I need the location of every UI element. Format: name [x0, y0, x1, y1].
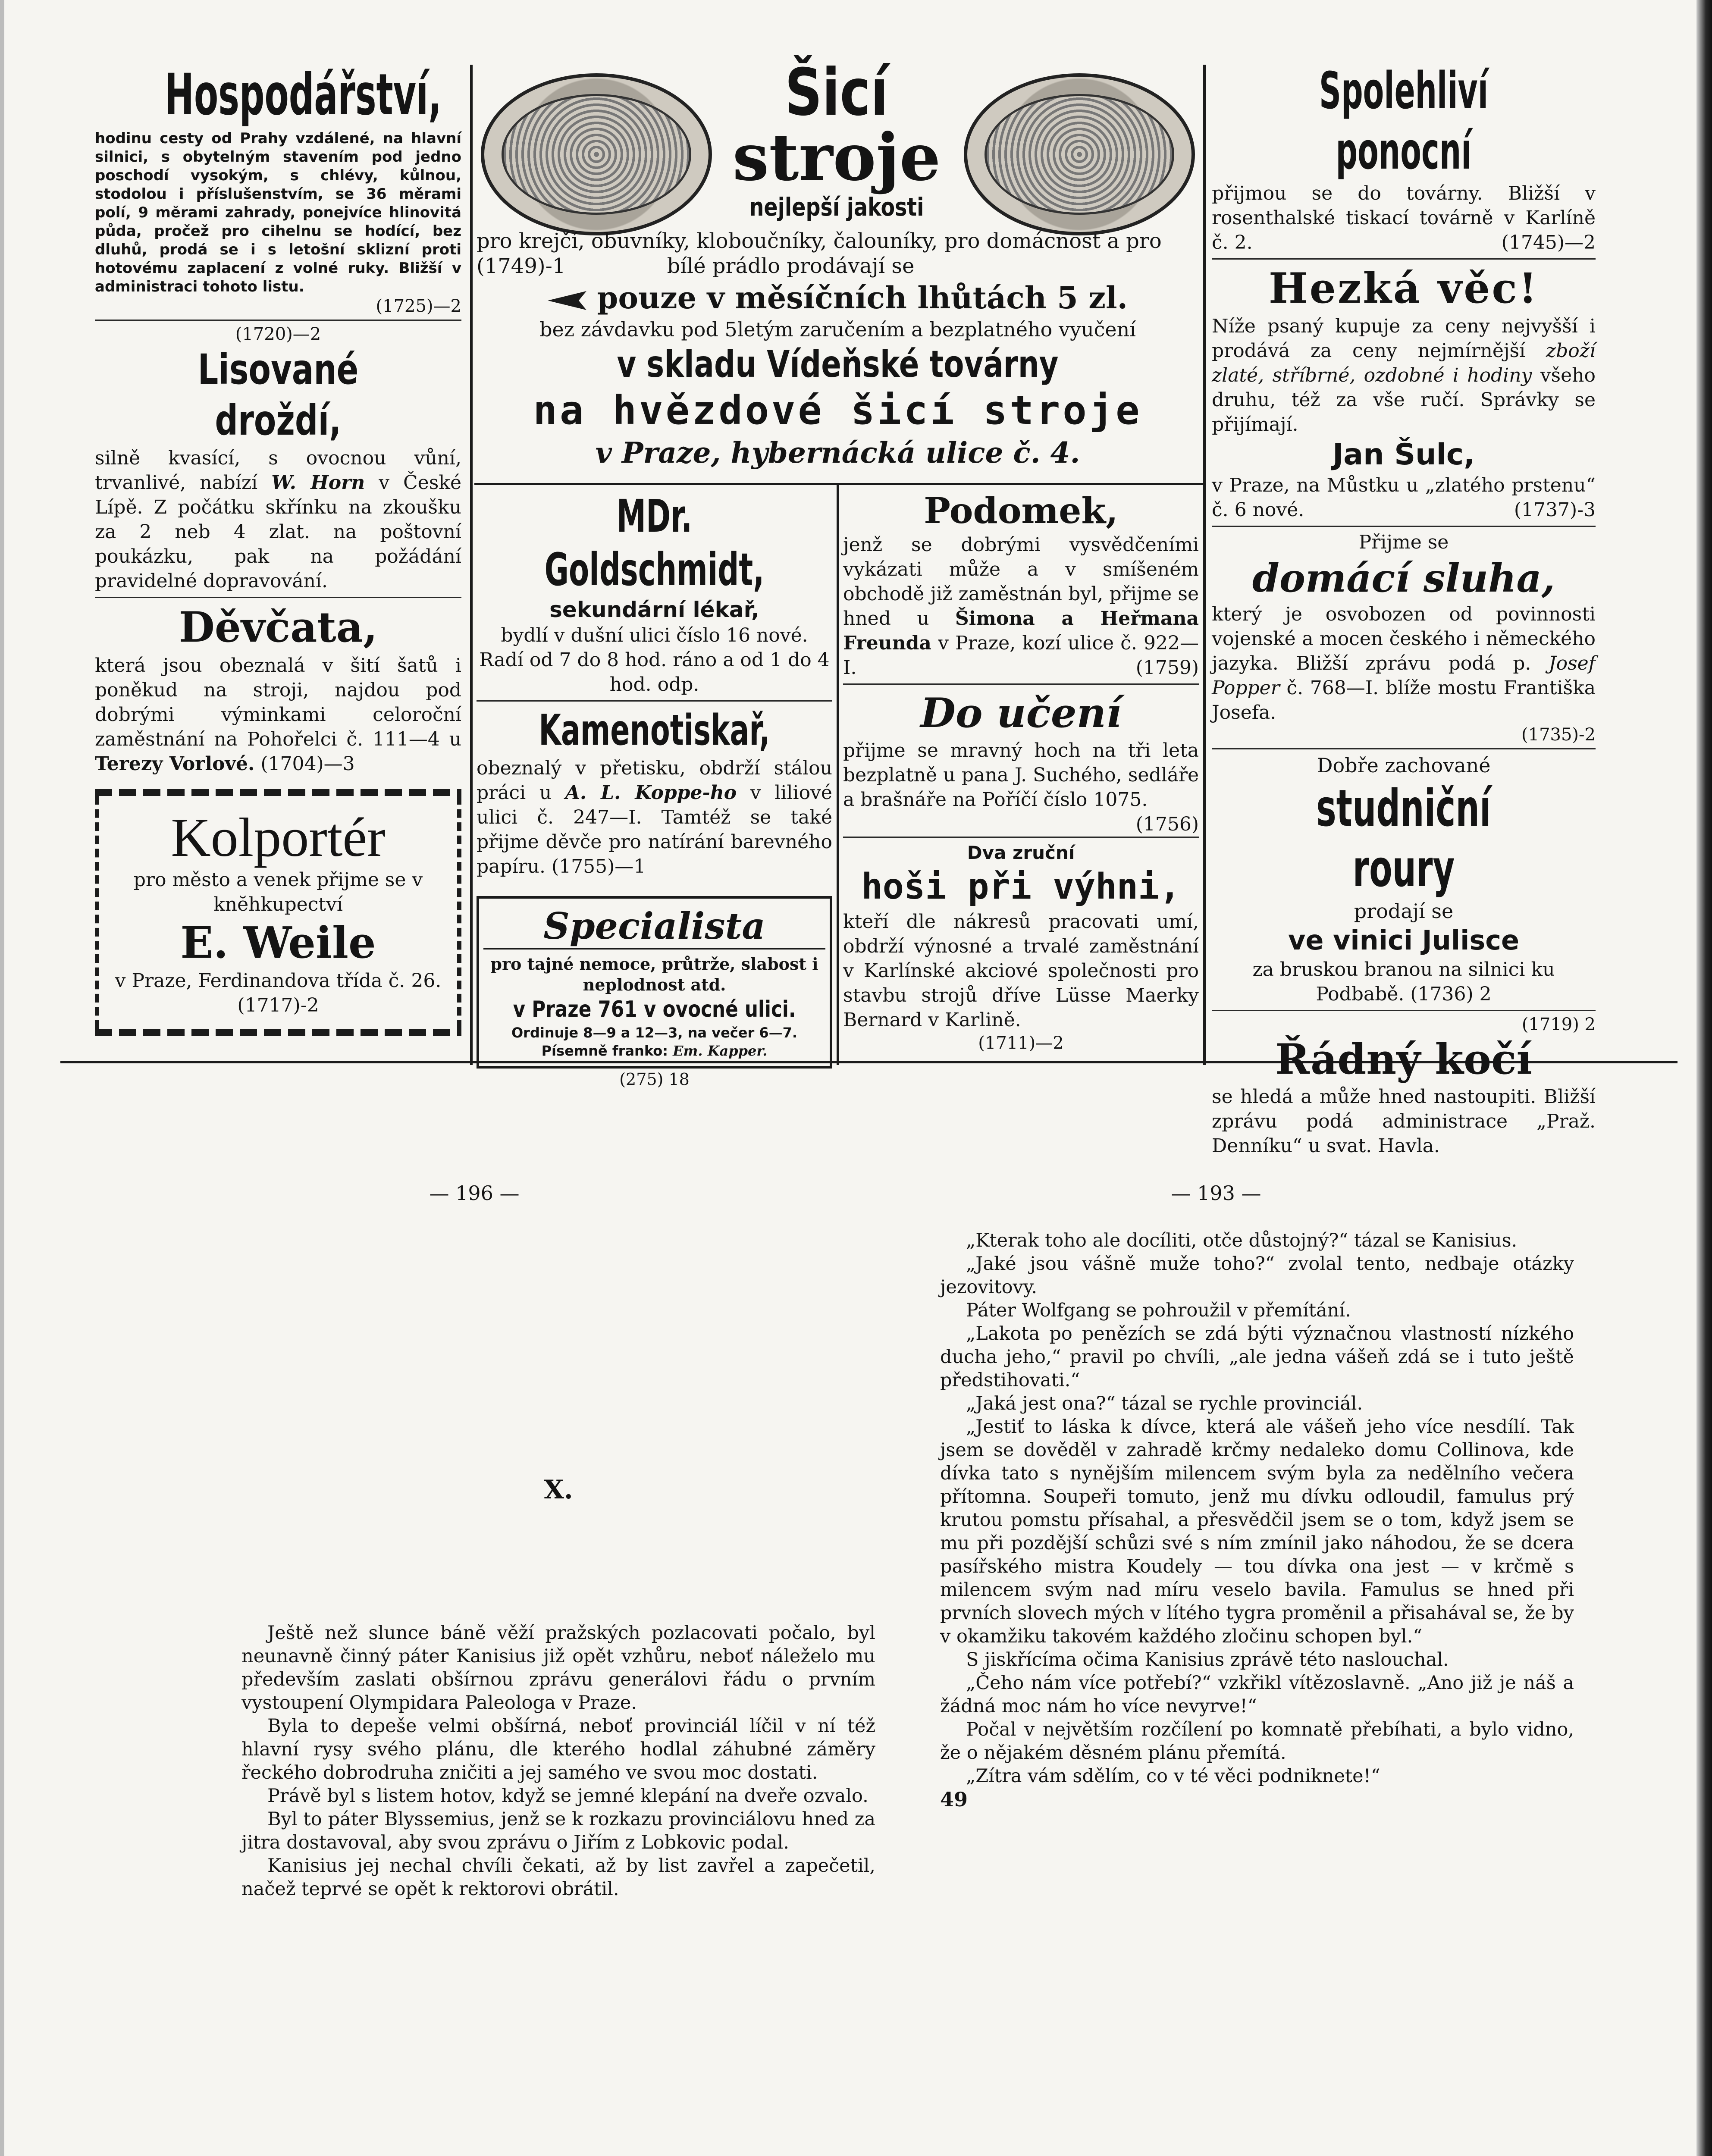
ornamental-border-bottom	[95, 1029, 461, 1036]
ad-column-1	[95, 60, 461, 1056]
ad-house-servant-text-b: č. 768—I. blíže mostu Františka Josefa.	[1212, 677, 1596, 724]
ad-sewing-terms	[477, 279, 1199, 317]
ad-lithographer-text	[477, 756, 832, 879]
ad-separator	[95, 320, 461, 321]
ad-specialist-heading: Specialista	[483, 905, 825, 950]
ad-coachman-heading: Řádný kočí	[1275, 1035, 1532, 1084]
ad-house-servant-text	[1212, 602, 1596, 725]
ad-lithographer-text-a: obeznalý v přetisku, obdrží stálou práci u	[477, 757, 832, 804]
ad-farm-number: (1725)—2	[376, 296, 461, 316]
medal-left-icon	[481, 73, 712, 235]
page-left-edge	[0, 0, 4, 2156]
ad-yeast-text-b: v České Lípě. Z počátku skřínku na zkoušku za 2 neb 4 zlat. na poštovní poukázku, pak na požádání pravidelné dopravování.	[95, 472, 461, 592]
ad-separator	[477, 700, 832, 702]
ad-watchmen	[1212, 60, 1596, 255]
ad-servant-text	[843, 533, 1199, 680]
page-number-right: — 193 —	[1171, 1181, 1261, 1205]
ad-sewing-machines	[477, 55, 1199, 483]
ad-girls	[95, 602, 461, 776]
ad-girls-text	[95, 653, 461, 776]
story-right-paragraph: „Jaké jsou vášně muže toho?“ zvolal tento, nedbaje otázky jezovitovy.	[940, 1253, 1574, 1298]
column-rule	[1203, 65, 1206, 1065]
ad-lithographer-name: A. L. Koppe-ho	[565, 782, 737, 804]
story-right-paragraph: Počal v největším rozčílení po komnatě přebíhati, a bylo vidno, že o nějakém děsném plánu přemítá.	[940, 1719, 1574, 1764]
story-right-paragraph: Páter Wolfgang se pohroužil v přemítání.	[966, 1300, 1351, 1321]
ad-specialist-address: v Praze 761 v ovocné ulici.	[513, 997, 796, 1022]
ad-well-pipes-place: ve vinici Julisce	[1288, 924, 1520, 956]
ad-specialist	[477, 896, 832, 1069]
story-right-paragraph: „Jestiť to láska k dívce, která ale vášeň jeho více nesdílí. Tak jsem se dověděl v zahradě krčmy nedaleko domu Collinova, kde dívka tato s nynějším milencem svým byla za nedělního večera přítomna. Soupeři tomuto, jenž mu dívku odloudil, famulus prý krutou pomstu přísahal, a přesvědčil jsem se o tom, když jsem se mu při pozdější schůzi své s ním zmínil jako náhodou, že se dcera pasířského mistra Koudely — tou dívka ona jest — v krčmě s milencem svým nad míru veselo bavila. Famulus se hned při prvních slovech mých v lítého tygra proměnil a přisahával se, že by v okamžiku takovém každého zločinu schopen byl.“	[940, 1416, 1574, 1647]
story-right-paragraph: „Čeho nám více potřebí?“ vzkřikl vítězoslavně. „Ano již je náš a žádná moc nám ho více nevyrve!“	[940, 1672, 1574, 1717]
ad-separator	[1212, 748, 1596, 749]
story-left-paragraph: Byla to depeše velmi obšírná, neboť provinciál líčil v ní též hlavní rysy svého plánu, dle kterého hodlal záhubné záměry řeckého dobrodruha zničiti a jej samého ve svou moc dostati.	[241, 1715, 875, 1783]
ad-house-servant-top: Přijme se	[1358, 531, 1449, 553]
story-right-paragraph: „Zítra vám sdělím, co v té věci podniknete!“	[966, 1765, 1380, 1787]
story-right-paragraph: „Lakota po penězích se zdá býti význačnou vlastností nízkého ducha jeho,“ pravil po chvíli, „ale jedna vášeň zdá se i tuto ještě předstihovati.“	[940, 1323, 1574, 1391]
ad-house-servant-text-a: který je osvobozen od povinnosti vojenské a mocen českého i německého jazyka. Bližší zprávu podá p.	[1212, 603, 1596, 674]
ad-yeast-heading: Lisované droždí,	[198, 345, 359, 445]
ad-jeweller-text-a: Níže psaný kupuje za ceny nejvyšší i prodává za ceny nejmírnější	[1212, 315, 1596, 362]
ad-sewing-body	[477, 229, 1199, 471]
ad-watchmen-number: (1745)—2	[1501, 232, 1596, 254]
ad-specialist-hours: Ordinuje 8—9 a 12—3, na večer 6—7.	[511, 1025, 798, 1041]
ad-jeweller-address: v Praze, na Můstku u „zlatého prstenu“ č. 6 nové.	[1212, 474, 1596, 521]
ad-sewing-bottom-rule	[474, 483, 1203, 485]
story-left-column	[241, 1621, 875, 1901]
story-right-paragraph: S jiskřícíma očima Kanisius zprávě této naslouchal.	[966, 1649, 1449, 1670]
ad-servant	[843, 489, 1199, 680]
page-right-shadow	[1696, 0, 1712, 2156]
ad-colporteur-text-2	[110, 968, 446, 1018]
ad-jeweller-number: (1737)-3	[1514, 499, 1596, 521]
medal-right-icon	[964, 73, 1195, 235]
column-rule	[470, 65, 473, 1065]
ad-jeweller	[1212, 263, 1596, 522]
ad-yeast-text	[95, 446, 461, 593]
ad-colporteur-name: E. Weile	[180, 917, 376, 968]
ad-apprentice-text-a: přijme se mravný hoch na tři leta bezplatně u pana J. Suchého, sedláře a brašnáře na Poříčí číslo 1075.	[843, 740, 1199, 811]
ad-specialist-number: (275) 18	[619, 1070, 690, 1089]
ad-separator	[1212, 258, 1596, 260]
ad-yeast-name: W. Horn	[271, 472, 365, 494]
ad-coachman-text: se hledá a může hned nastoupiti. Bližší zprávu podá administrace „Praž. Denníku“ u svat. Havla.	[1212, 1086, 1596, 1157]
ad-separator	[843, 837, 1199, 838]
ad-well-pipes-number: (1736) 2	[1410, 983, 1492, 1005]
ad-jeweller-goods: zboží zlaté, stříbrné, ozdobné i hodiny	[1212, 340, 1596, 386]
story-left-paragraph: Kanisius jej nechal chvíli čekati, až by list zavřel a zapečetil, načež teprvé se opět k rektorovi obrátil.	[241, 1855, 875, 1900]
ad-watchmen-heading: Spolehliví ponocní	[1319, 61, 1488, 181]
ad-colporteur-box	[95, 796, 461, 1029]
ad-lithographer	[477, 705, 832, 879]
ad-servant-name: Šimona a Heřmana Freunda	[843, 608, 1199, 654]
ad-servant-text-b: v Praze, kozí ulice č. 922—I.	[843, 632, 1199, 679]
ad-separator	[95, 597, 461, 598]
ad-sewing-line-1: pro krejčí, obuvníky, kloboučníky, čalouníky, pro domácnost a pro	[477, 229, 1162, 253]
page-number-left: — 196 —	[429, 1181, 520, 1205]
ad-watchmen-text-a: přijmou se do továrny. Bližší v rosenthalské tiskací továrně v Karlíně č. 2.	[1212, 182, 1596, 254]
ad-girls-heading: Děvčata,	[179, 603, 378, 652]
ad-doctor-text: bydlí v dušní ulici číslo 16 nové. Radí od 7 do 8 hod. ráno a od 1 do 4 hod. odp.	[479, 624, 830, 696]
ad-well-pipes-top: Dobře zachované	[1317, 754, 1491, 777]
ad-forge-number: (1711)—2	[978, 1033, 1064, 1053]
ad-separator	[843, 683, 1199, 685]
ad-yeast-number: (1720)—2	[235, 324, 321, 344]
story-right-column	[940, 1229, 1574, 1811]
ad-sewing-line-2-text: bílé prádlo prodávají se	[667, 254, 915, 278]
pointing-hand-icon	[548, 291, 586, 310]
ad-separator	[1212, 526, 1596, 527]
ad-separator	[1212, 1010, 1596, 1011]
ad-house-servant-name: Josef Popper	[1212, 652, 1596, 699]
ad-house-servant-number: (1735)-2	[1521, 725, 1596, 745]
ad-specialist-mail-name: Em. Kapper.	[673, 1043, 768, 1059]
column-rule	[837, 483, 839, 1065]
ad-house-servant	[1212, 530, 1596, 745]
ad-colporteur-number: (1717)-2	[237, 994, 319, 1016]
story-left-paragraph: Byl to páter Blyssemius, jenž se k rozkazu provinciálovu hned za jitra dostavoval, aby svou zprávu o Jiřím z Lobkovic podal.	[241, 1808, 875, 1853]
ad-farm-text: hodinu cesty od Prahy vzdálené, na hlavní silnici, s obytelným stavením pod jedno poschodí vysokým, s chlévy, kůlnou, stodolou i příslušenstvím, se 36 měrami polí, 9 měrami zahrady, ponejvíce hlinovitá půda, pročež pro cihelnu se hodící, bez dluhů, prodá se i s letošní sklizní proti hotovému zaplacení z volné ruky. Bližší v administraci tohoto listu.	[95, 130, 461, 295]
ad-apprentice-text	[843, 738, 1199, 835]
ad-girls-text-a: která jsou obeznalá v šití šatů i poněkud na stroji, najdou pod dobrými výminkami celoroční zaměstnání na Pohořelci č. 111—4 u	[95, 655, 461, 750]
ad-sewing-line-2	[477, 254, 1199, 279]
ad-column-3	[843, 489, 1199, 1059]
ad-watchmen-text	[1212, 181, 1596, 255]
ad-jeweller-heading: Hezká věc!	[1269, 264, 1539, 313]
ad-apprentice-heading: Do učení	[920, 689, 1122, 737]
story-right-paragraph: „Jaká jest ona?“ tázal se rychle provinciál.	[966, 1393, 1363, 1414]
ad-jeweller-text	[1212, 314, 1596, 437]
ad-well-pipes-heading: studniční roury	[1316, 778, 1491, 898]
chapter-heading: X.	[544, 1475, 573, 1505]
ornamental-border-top	[95, 789, 461, 796]
ad-farm	[95, 60, 461, 316]
ad-forge-top: Dva zruční	[967, 842, 1075, 863]
ad-house-servant-heading: domácí sluha,	[1252, 555, 1555, 601]
ad-servant-text-a: jenž se dobrými vysvědčeními vykázati může a v smíšeném obchodě již zaměstnán byl, přijme se hned u	[843, 534, 1199, 630]
ad-doctor	[477, 489, 832, 697]
ad-apprentice-number: (1756)	[1135, 813, 1199, 835]
ad-servant-number: (1759)	[1135, 657, 1199, 679]
ad-lithographer-number: (1755)—1	[552, 856, 646, 877]
sheet-number: 49	[940, 1788, 968, 1811]
ad-colporteur-heading: Kolportér	[171, 807, 386, 868]
ad-specialist-mail-label: Písemně franko:	[541, 1043, 668, 1059]
ad-colporteur	[95, 789, 461, 1036]
ad-well-pipes-text: prodají se	[1354, 899, 1454, 923]
ad-coachman	[1212, 1015, 1596, 1158]
story-left-paragraph: Právě byl s listem hotov, když se jemné klepání na dveře ozvalo.	[267, 1785, 869, 1807]
ad-sewing-terms-text: pouze v měsíčních lhůtách 5 zl.	[597, 280, 1128, 316]
ad-yeast	[95, 324, 461, 593]
ad-girls-number: (1704)—3	[260, 753, 355, 775]
ad-colporteur-address: v Praze, Ferdinandova třída č. 26.	[115, 970, 442, 992]
ad-well-pipes	[1212, 753, 1596, 1006]
ad-farm-heading: Hospodářství,	[164, 62, 442, 128]
ad-jeweller-text-3	[1212, 473, 1596, 522]
ad-sewing-line-6: v Praze, hybernácká ulice č. 4.	[595, 436, 1080, 470]
ad-specialist-mail	[483, 1042, 825, 1060]
ad-servant-heading: Podomek,	[924, 490, 1118, 532]
ad-column-2	[477, 489, 832, 1089]
ad-colporteur-text: pro město a venek přijme se v knĕhkupectví	[133, 869, 423, 915]
ad-lithographer-heading: Kamenotiskař,	[539, 706, 770, 755]
ad-coachman-number: (1719) 2	[1521, 1015, 1596, 1034]
ad-doctor-role: sekundární lékař,	[549, 597, 759, 622]
ad-well-pipes-road: za bruskou branou na silnici ku Podbabě.	[1252, 959, 1555, 1005]
ad-sewing-line-4: v skladu Vídeňské továrny	[617, 343, 1059, 386]
ad-sewing-line-3: bez závdavku pod 5letým zaručením a bezplatného vyučení	[539, 318, 1136, 341]
ad-yeast-text-a: silně kvasící, s ovocnou vůní, trvanlivé, nabízí	[95, 447, 461, 494]
ad-sewing-line-5: na hvězdové šicí stroje	[533, 387, 1142, 433]
ad-specialist-text: pro tajné nemoce, průtrže, slabost i neplodnost atd.	[490, 954, 818, 994]
story-right-paragraph: „Kterak toho ale docíliti, otče důstojný?“ tázal se Kanisius.	[966, 1230, 1518, 1251]
ad-forge	[843, 841, 1199, 1054]
ad-sewing-number: (1749)-1	[477, 254, 566, 278]
ad-forge-text: kteří dle nákresů pracovati umí, obdrží výnosné a trvalé zaměstnání v Karlínské akciové společnosti pro stavbu strojů dříve Lüsse Maerky Bernard v Karlině.	[843, 911, 1199, 1031]
story-left-paragraph: Ještě než slunce báně věží pražských pozlacovati počalo, byl neunavně činný páter Kanisius již opět vzhůru, neboť náleželo mu především zaslati obšírnou zprávu generálovi řádu o prvním vystoupení Olympidara Paleologa v Praze.	[241, 1622, 875, 1714]
ad-doctor-heading: MDr. Goldschmidt,	[544, 490, 765, 596]
ad-forge-heading: hoši při výhni,	[861, 866, 1181, 907]
ad-sewing-quality: nejlepší jakosti	[749, 192, 924, 222]
ad-sewing-title-2: stroje	[732, 119, 941, 195]
ad-jeweller-name: Jan Šulc,	[1332, 438, 1475, 472]
ad-well-pipes-text-2	[1212, 957, 1596, 1006]
ad-column-4	[1212, 60, 1596, 1157]
ad-girls-name: Terezy Vorlové.	[95, 753, 255, 775]
ad-sewing-title-1: Šicí	[785, 55, 888, 130]
ad-jeweller-text-b: všeho druhu, též za vše ručí. Správky se přijímají.	[1212, 364, 1596, 436]
ad-sewing-title-block	[709, 55, 964, 224]
ad-lithographer-text-b: v liliové ulici č. 247—I. Tamtéž se také přijme děvče pro natírání barevného papíru.	[477, 782, 832, 877]
ad-apprentice	[843, 688, 1199, 835]
